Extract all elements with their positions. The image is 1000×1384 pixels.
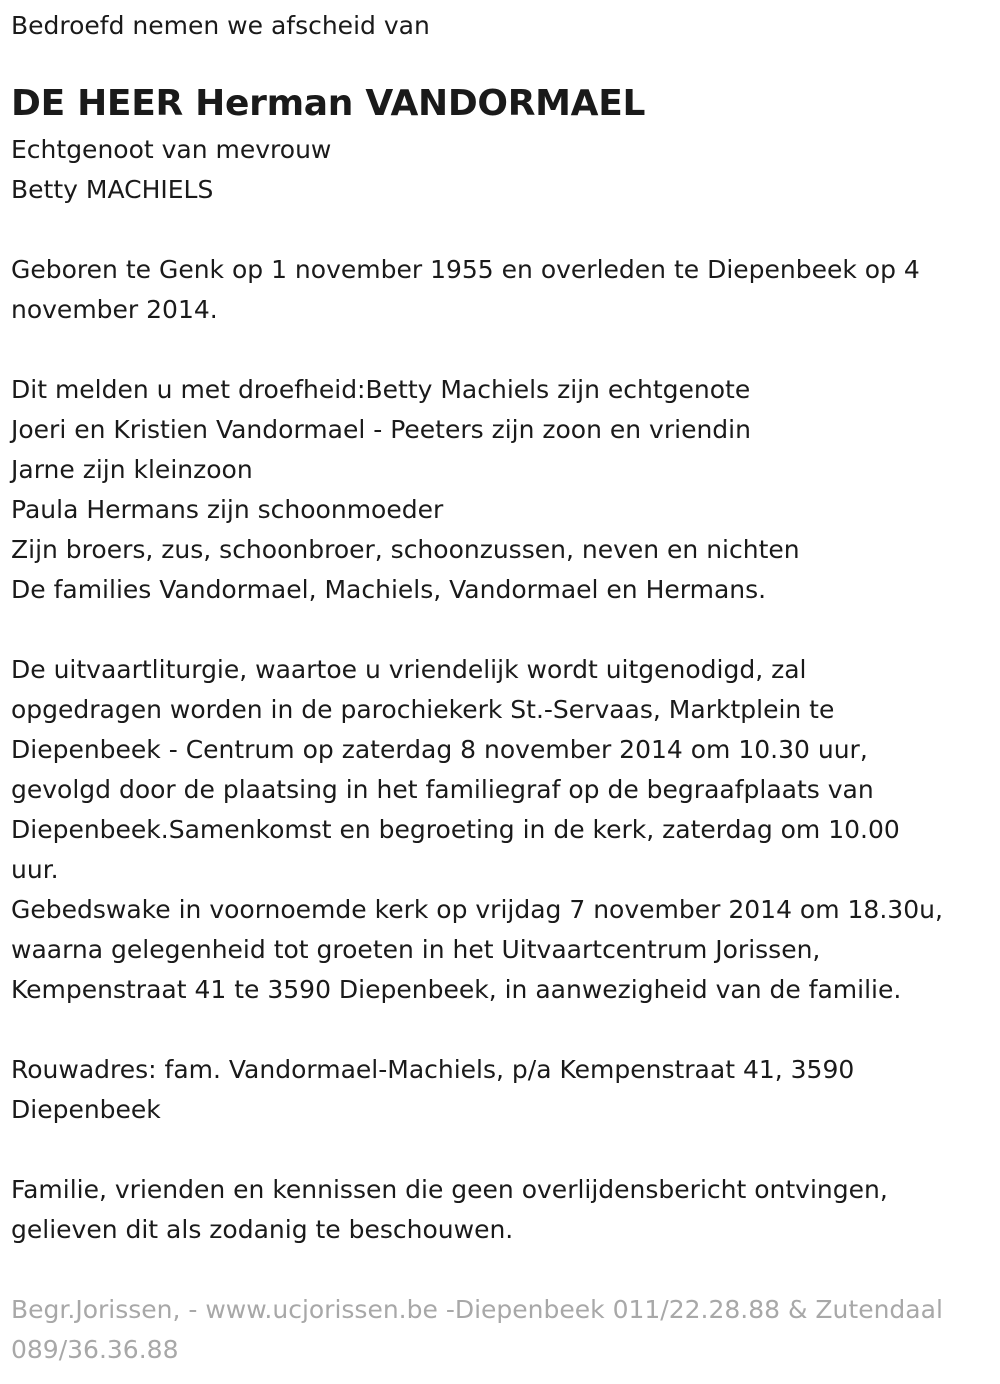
- spacer: [11, 330, 991, 370]
- birth-death-line: Geboren te Genk op 1 november 1955 en overleden te Diepenbeek op 4: [11, 255, 920, 284]
- funeral-line: waarna gelegenheid tot groeten in het Uitvaartcentrum Jorissen,: [11, 935, 821, 964]
- mourner-line: Jarne zijn kleinzoon: [11, 455, 253, 484]
- address-line: Rouwadres: fam. Vandormael-Machiels, p/a Kempenstraat 41, 3590: [11, 1055, 855, 1084]
- mourners-section: [11, 370, 991, 610]
- spacer: [11, 1130, 991, 1170]
- footer-line: 089/36.36.88: [11, 1335, 179, 1364]
- notice-section: [11, 1170, 991, 1250]
- funeral-line: gevolgd door de plaatsing in het familiegraf op de begraafplaats van: [11, 775, 874, 804]
- mourner-line: Paula Hermans zijn schoonmoeder: [11, 495, 444, 524]
- spacer: [11, 1010, 991, 1050]
- mourner-line: Joeri en Kristien Vandormael - Peeters zijn zoon en vriendin: [11, 415, 751, 444]
- funeral-line: Kempenstraat 41 te 3590 Diepenbeek, in aanwezigheid van de familie.: [11, 975, 902, 1004]
- spouse-section: [11, 130, 991, 210]
- funeral-line: uur.: [11, 855, 59, 884]
- funeral-line: opgedragen worden in de parochiekerk St.-Servaas, Marktplein te: [11, 695, 835, 724]
- funeral-line: Gebedswake in voornoemde kerk op vrijdag 7 november 2014 om 18.30u,: [11, 895, 943, 924]
- spacer: [11, 1250, 991, 1290]
- mourner-line: Zijn broers, zus, schoonbroer, schoonzussen, neven en nichten: [11, 535, 800, 564]
- spacer: [11, 610, 991, 650]
- funeral-section: [11, 650, 991, 1010]
- notice-line: gelieven dit als zodanig te beschouwen.: [11, 1215, 514, 1244]
- intro-text: Bedroefd nemen we afscheid van: [11, 11, 430, 40]
- deceased-name: DE HEER Herman VANDORMAEL: [11, 83, 646, 124]
- spouse-line: Echtgenoot van mevrouw: [11, 135, 332, 164]
- funeral-line: Diepenbeek - Centrum op zaterdag 8 november 2014 om 10.30 uur,: [11, 735, 868, 764]
- notice-line: Familie, vrienden en kennissen die geen overlijdensbericht ontvingen,: [11, 1175, 888, 1204]
- funeral-line: Diepenbeek.Samenkomst en begroeting in de kerk, zaterdag om 10.00: [11, 815, 900, 844]
- address-section: [11, 1050, 991, 1130]
- address-line: Diepenbeek: [11, 1095, 161, 1124]
- spacer: [11, 210, 991, 250]
- mourner-line: Dit melden u met droefheid:Betty Machiels zijn echtgenote: [11, 375, 751, 404]
- mourner-line: De families Vandormael, Machiels, Vandormael en Hermans.: [11, 575, 767, 604]
- obituary-notice: [11, 6, 991, 1370]
- birth-death-line: november 2014.: [11, 295, 218, 324]
- undertaker-footer: [11, 1290, 991, 1370]
- birth-death-section: [11, 250, 991, 330]
- spouse-name: Betty MACHIELS: [11, 175, 214, 204]
- funeral-line: De uitvaartliturgie, waartoe u vriendelijk wordt uitgenodigd, zal: [11, 655, 807, 684]
- footer-line: Begr.Jorissen, - www.ucjorissen.be -Diepenbeek 011/22.28.88 & Zutendaal: [11, 1295, 943, 1324]
